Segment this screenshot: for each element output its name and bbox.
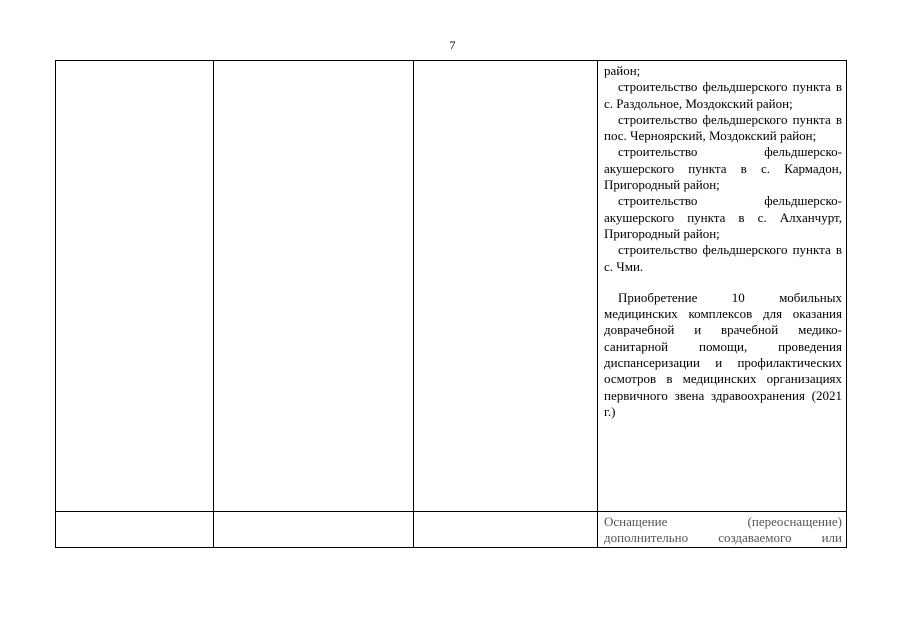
page-number: 7 (449, 38, 456, 52)
table-cell-empty (214, 61, 414, 512)
table-row (56, 512, 847, 548)
paragraph-gap (604, 275, 842, 290)
table-cell-equipment (598, 512, 847, 548)
table-cell-empty (414, 512, 598, 548)
program-table (55, 60, 847, 548)
construction-item: строительство фельдшерского пункта в с. Раздольное, Моздокский район; (604, 79, 842, 111)
construction-item: строительство фельдшерско-акушерского пункта в с. Алханчурт, Пригородный район; (604, 193, 842, 241)
acquisition-paragraph: Приобретение 10 мобильных медицинских комплексов для оказания доврачебной и врачебной медико-санитарной помощи, проведения диспансеризации и профилактических осмотров в медицинских организациях первичного звена здравоохранения (2021 г.) (604, 289, 842, 419)
table-cell-empty (214, 512, 414, 548)
table-row (56, 61, 847, 512)
continuation-text: район; (604, 63, 641, 78)
table-cell-measures (598, 61, 847, 512)
construction-item: строительство фельдшерского пункта в пос. Черноярский, Моздокский район; (604, 111, 842, 144)
construction-item: строительство фельдшерского пункта в с. Чми. (604, 242, 842, 274)
equipment-text: Оснащение (переоснащение) дополнительно создаваемого или (604, 514, 842, 546)
table-cell-empty (56, 61, 214, 512)
table-cell-empty (56, 512, 214, 548)
construction-item: строительство фельдшерско-акушерского пункта в с. Кармадон, Пригородный район; (604, 144, 842, 193)
table-cell-empty (414, 61, 598, 512)
